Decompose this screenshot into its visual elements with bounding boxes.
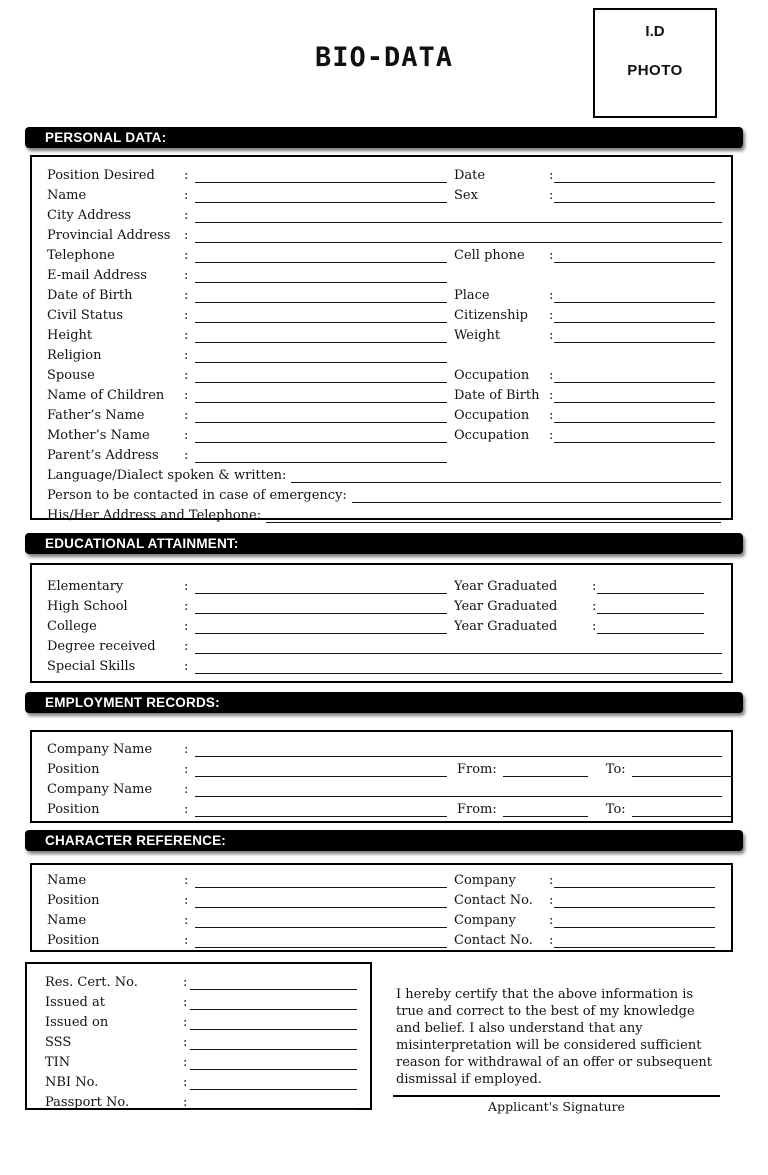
colon: :	[184, 228, 189, 243]
form-row	[47, 263, 731, 283]
field-label: Degree received	[47, 639, 156, 654]
colon: :	[592, 599, 597, 614]
form-row	[47, 868, 731, 888]
form-row	[47, 443, 731, 463]
write-in-line	[554, 168, 715, 183]
write-in-line	[195, 933, 447, 948]
write-in-line	[554, 328, 715, 343]
colon: :	[184, 599, 189, 614]
field-label: Contact No.	[454, 893, 533, 908]
write-in-line	[503, 802, 588, 817]
field-label: E-mail Address	[47, 268, 147, 283]
write-in-line	[195, 782, 722, 797]
field-label: Company Name	[47, 742, 153, 757]
field-label: Date	[454, 168, 486, 183]
colon: :	[184, 188, 189, 203]
colon: :	[549, 913, 554, 928]
field-label: Name	[47, 913, 87, 928]
write-in-line	[190, 1075, 357, 1090]
write-in-line	[632, 802, 732, 817]
write-in-line	[195, 328, 447, 343]
colon: :	[183, 975, 188, 990]
write-in-line	[554, 873, 715, 888]
colon: :	[184, 782, 189, 797]
id-photo-box	[593, 8, 717, 118]
form-row	[45, 1070, 370, 1090]
field-label: Date of Birth	[47, 288, 133, 303]
colon: :	[184, 913, 189, 928]
write-in-line	[190, 1055, 357, 1070]
colon: :	[184, 448, 189, 463]
colon: :	[184, 893, 189, 908]
field-label: His/Her Address and Telephone:	[47, 508, 262, 523]
field-label: City Address	[47, 208, 132, 223]
write-in-line	[195, 248, 447, 263]
id-photo-label-line1: I.D	[645, 23, 665, 40]
colon: :	[183, 1035, 188, 1050]
field-label: Position	[47, 933, 100, 948]
form-row	[47, 203, 731, 223]
write-in-line	[195, 288, 447, 303]
write-in-line	[195, 348, 447, 363]
form-row	[47, 574, 731, 594]
colon: :	[592, 619, 597, 634]
to-label: To:	[605, 762, 626, 777]
colon: :	[549, 428, 554, 443]
field-label: Passport No.	[45, 1095, 130, 1110]
write-in-line	[195, 639, 722, 654]
field-label: High School	[47, 599, 128, 614]
colon: :	[184, 742, 189, 757]
form-row	[47, 614, 731, 634]
write-in-line	[195, 368, 447, 383]
section-header-educational-attainment: EDUCATIONAL ATTAINMENT:	[25, 533, 743, 554]
write-in-line	[190, 975, 357, 990]
field-label: Name	[47, 873, 87, 888]
form-row	[47, 908, 731, 928]
colon: :	[184, 579, 189, 594]
form-row	[47, 797, 731, 817]
signature-label: Applicant's Signature	[488, 1099, 625, 1114]
write-in-line	[195, 188, 447, 203]
certification-statement: I hereby certify that the above information is true and correct to the best of my knowledge and belief. I also understand that any misinterpretation will be considered sufficient reason for withdrawal of an offer or subsequent dismissal if employed.	[396, 987, 712, 1087]
colon: :	[549, 408, 554, 423]
field-label: Sex	[454, 188, 478, 203]
form-row	[47, 503, 731, 523]
colon: :	[184, 639, 189, 654]
field-label: TIN	[45, 1055, 71, 1070]
colon: :	[184, 933, 189, 948]
colon: :	[184, 762, 189, 777]
educational-attainment-box	[30, 563, 733, 683]
colon: :	[184, 368, 189, 383]
colon: :	[184, 348, 189, 363]
colon: :	[183, 1075, 188, 1090]
write-in-line	[554, 308, 715, 323]
write-in-line	[195, 168, 447, 183]
form-row	[47, 283, 731, 303]
form-row	[47, 654, 731, 674]
form-row	[45, 990, 370, 1010]
colon: :	[549, 368, 554, 383]
write-in-line	[195, 802, 447, 817]
write-in-line	[195, 228, 722, 243]
field-label: SSS	[45, 1035, 72, 1050]
form-row	[47, 888, 731, 908]
form-row	[47, 383, 731, 403]
colon: :	[183, 1055, 188, 1070]
field-label: Position	[47, 893, 100, 908]
colon: :	[549, 893, 554, 908]
field-label: Occupation	[454, 368, 530, 383]
colon: :	[592, 579, 597, 594]
form-row	[47, 223, 731, 243]
colon: :	[549, 328, 554, 343]
colon: :	[184, 408, 189, 423]
field-label: NBI No.	[45, 1075, 99, 1090]
form-title: BIO-DATA	[314, 42, 454, 73]
field-label: Telephone	[47, 248, 115, 263]
colon: :	[184, 288, 189, 303]
write-in-line	[554, 893, 715, 908]
field-label: College	[47, 619, 97, 634]
write-in-line	[195, 599, 447, 614]
colon: :	[184, 873, 189, 888]
write-in-line	[554, 188, 715, 203]
character-reference-box	[30, 863, 733, 952]
form-row	[47, 483, 731, 503]
field-label: Name of Children	[47, 388, 165, 403]
write-in-line	[195, 742, 722, 757]
field-label: Issued at	[45, 995, 105, 1010]
section-header-character-reference: CHARACTER REFERENCE:	[25, 830, 743, 851]
form-row	[47, 757, 731, 777]
form-row	[47, 777, 731, 797]
write-in-line	[597, 579, 704, 594]
field-label: Issued on	[45, 1015, 109, 1030]
field-label: Religion	[47, 348, 102, 363]
colon: :	[549, 933, 554, 948]
from-label: From:	[457, 762, 497, 777]
write-in-line	[195, 388, 447, 403]
field-label: Civil Status	[47, 308, 124, 323]
colon: :	[183, 995, 188, 1010]
id-photo-label-line2: PHOTO	[627, 62, 683, 79]
colon: :	[184, 208, 189, 223]
field-label: Weight	[454, 328, 501, 343]
form-row	[45, 970, 370, 990]
form-row	[47, 183, 731, 203]
colon: :	[184, 168, 189, 183]
form-row	[47, 343, 731, 363]
colon: :	[549, 388, 554, 403]
field-label: Parent’s Address	[47, 448, 159, 463]
write-in-line	[195, 893, 447, 908]
write-in-line	[632, 762, 732, 777]
colon: :	[183, 1015, 188, 1030]
section-header-employment-records: EMPLOYMENT RECORDS:	[25, 692, 743, 713]
field-label: Position	[47, 802, 100, 817]
form-row	[47, 737, 731, 757]
colon: :	[184, 802, 189, 817]
from-label: From:	[457, 802, 497, 817]
write-in-line	[195, 448, 447, 463]
field-label: Language/Dialect spoken & written:	[47, 468, 287, 483]
write-in-line	[352, 488, 721, 503]
form-row	[47, 163, 731, 183]
write-in-line	[554, 288, 715, 303]
to-label: To:	[605, 802, 626, 817]
field-label: Year Graduated	[454, 619, 558, 634]
form-row	[45, 1050, 370, 1070]
write-in-line	[291, 468, 721, 483]
colon: :	[549, 288, 554, 303]
write-in-line	[195, 762, 447, 777]
field-label: Year Graduated	[454, 579, 558, 594]
form-row	[47, 303, 731, 323]
field-label: Provincial Address	[47, 228, 171, 243]
colon: :	[184, 328, 189, 343]
write-in-line	[195, 208, 722, 223]
colon: :	[184, 619, 189, 634]
government-documents-box	[25, 962, 372, 1110]
colon: :	[549, 873, 554, 888]
colon: :	[549, 188, 554, 203]
write-in-line	[190, 995, 357, 1010]
write-in-line	[195, 913, 447, 928]
form-row	[45, 1030, 370, 1050]
field-label: Company Name	[47, 782, 153, 797]
personal-data-box	[30, 155, 733, 523]
form-row	[47, 323, 731, 343]
colon: :	[549, 248, 554, 263]
employment-records-box	[30, 730, 733, 823]
form-row	[45, 1090, 370, 1110]
field-label: Father’s Name	[47, 408, 145, 423]
form-row	[47, 634, 731, 654]
form-row	[47, 363, 731, 383]
colon: :	[184, 308, 189, 323]
write-in-line	[554, 428, 715, 443]
field-label: Company	[454, 913, 516, 928]
colon: :	[549, 168, 554, 183]
write-in-line	[195, 579, 447, 594]
colon: :	[184, 268, 189, 283]
write-in-line	[554, 368, 715, 383]
write-in-line	[597, 619, 704, 634]
form-row	[47, 243, 731, 263]
field-label: Mother’s Name	[47, 428, 150, 443]
write-in-line	[195, 873, 447, 888]
colon: :	[549, 308, 554, 323]
colon: :	[183, 1095, 188, 1110]
write-in-line	[195, 268, 447, 283]
section-header-personal-data: PERSONAL DATA:	[25, 127, 743, 148]
field-label: Spouse	[47, 368, 95, 383]
colon: :	[184, 248, 189, 263]
form-row	[47, 423, 731, 443]
form-row	[47, 403, 731, 423]
write-in-line	[195, 619, 447, 634]
write-in-line	[195, 308, 447, 323]
write-in-line	[554, 248, 715, 263]
field-label: Position	[47, 762, 100, 777]
write-in-line	[266, 508, 721, 523]
field-label: Date of Birth	[454, 388, 540, 403]
field-label: Position Desired	[47, 168, 155, 183]
form-row	[47, 928, 731, 948]
write-in-line	[554, 388, 715, 403]
field-label: Place	[454, 288, 490, 303]
write-in-line	[195, 428, 447, 443]
field-label: Contact No.	[454, 933, 533, 948]
write-in-line	[554, 913, 715, 928]
write-in-line	[190, 1035, 357, 1050]
field-label: Company	[454, 873, 516, 888]
field-label: Special Skills	[47, 659, 136, 674]
write-in-line	[195, 408, 447, 423]
write-in-line	[597, 599, 704, 614]
field-label: Year Graduated	[454, 599, 558, 614]
form-row	[47, 463, 731, 483]
write-in-line	[190, 1095, 357, 1110]
field-label: Name	[47, 188, 87, 203]
field-label: Citizenship	[454, 308, 528, 323]
field-label: Occupation	[454, 428, 530, 443]
write-in-line	[554, 408, 715, 423]
field-label: Res. Cert. No.	[45, 975, 138, 990]
form-row	[45, 1010, 370, 1030]
field-label: Height	[47, 328, 93, 343]
write-in-line	[190, 1015, 357, 1030]
write-in-line	[503, 762, 588, 777]
write-in-line	[195, 659, 722, 674]
field-label: Cell phone	[454, 248, 525, 263]
field-label: Elementary	[47, 579, 124, 594]
field-label: Occupation	[454, 408, 530, 423]
colon: :	[184, 659, 189, 674]
signature-line	[393, 1095, 720, 1097]
colon: :	[184, 388, 189, 403]
field-label: Person to be contacted in case of emergency:	[47, 488, 347, 503]
colon: :	[184, 428, 189, 443]
form-row	[47, 594, 731, 614]
write-in-line	[554, 933, 715, 948]
